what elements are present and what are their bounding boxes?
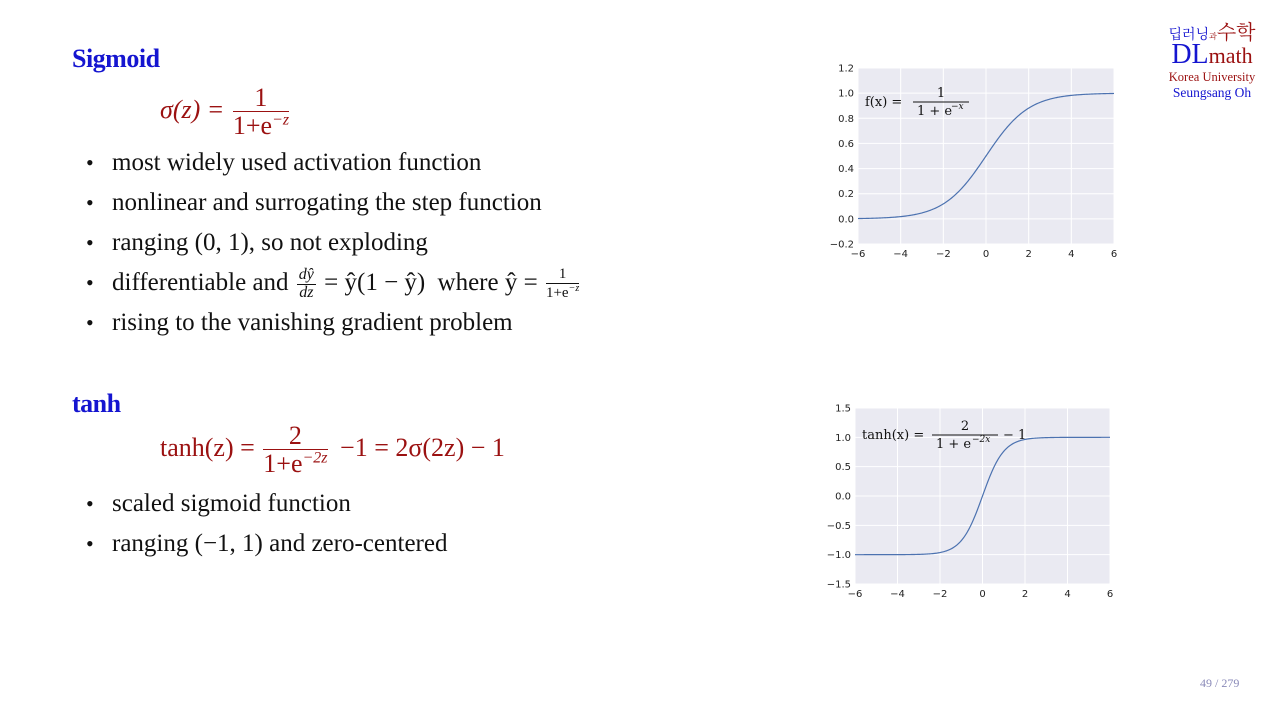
deriv-num: dŷ xyxy=(298,265,314,283)
tanh-bullets xyxy=(72,484,447,564)
y-tick-label: 0.8 xyxy=(838,113,854,125)
x-tick-label: 2 xyxy=(1021,589,1029,600)
y-tick-label: −0.2 xyxy=(829,239,854,251)
deriv-prefix: differentiable and xyxy=(112,269,289,296)
logo-university: Korea University xyxy=(1168,70,1256,84)
x-tick-label: −2 xyxy=(932,589,948,600)
sigmoid-formula-fraction xyxy=(233,84,289,140)
logo-connector: 과 xyxy=(1209,32,1217,41)
x-tick-label: 4 xyxy=(1068,249,1075,260)
sigmoid-formula xyxy=(160,84,289,140)
tanh-chart xyxy=(815,400,1120,605)
x-tick-label: 0 xyxy=(982,249,990,260)
logo-math: math xyxy=(1208,43,1253,68)
annotation-denominator: 1 + e xyxy=(936,437,972,452)
tanh-formula xyxy=(160,422,505,478)
tanh-formula-lhs: tanh(z) = xyxy=(160,432,255,462)
y-tick-label: 0.5 xyxy=(835,462,851,474)
annotation-numerator: 1 xyxy=(936,86,946,101)
logo-korean-dl: 딥러닝 xyxy=(1168,27,1210,43)
y-tick-label: 0.6 xyxy=(838,138,854,150)
y-tick-label: 0.2 xyxy=(838,189,854,201)
tanh-den-exp: −2z xyxy=(302,449,328,467)
x-tick-label: −2 xyxy=(935,249,951,260)
logo-korean-math: 수학 xyxy=(1216,20,1256,44)
page-indicator: 49 / 279 xyxy=(1200,676,1240,690)
sigmoid-bullet-1: • most widely used activation function xyxy=(72,143,579,183)
sigmoid-formula-denominator xyxy=(233,112,289,139)
deriv-yhat-den-base: 1+e xyxy=(545,284,569,301)
y-tick-label: 0.0 xyxy=(838,214,854,226)
tanh-formula-rhs: −1 = 2σ(2z) − 1 xyxy=(340,432,505,462)
tanh-formula-numerator: 2 xyxy=(263,422,327,450)
deriv-eq: = ŷ(1 − ŷ) xyxy=(324,269,426,296)
logo-author: Seungsang Oh xyxy=(1172,85,1252,100)
x-tick-label: −6 xyxy=(850,249,866,260)
x-tick-label: 0 xyxy=(979,589,986,600)
y-tick-label: 0.4 xyxy=(838,164,854,176)
sigmoid-formula-numerator: 1 xyxy=(233,84,289,112)
x-tick-label: 2 xyxy=(1025,249,1032,260)
x-tick-label: 6 xyxy=(1110,249,1118,260)
sigmoid-heading: Sigmoid xyxy=(72,44,160,73)
sigmoid-bullet-3: • ranging (0, 1), so not exploding xyxy=(72,223,579,263)
logo xyxy=(1160,20,1264,101)
x-tick-label: −6 xyxy=(847,589,863,600)
deriv-yhat: ŷ = xyxy=(504,269,538,296)
tanh-den-base: 1+e xyxy=(263,449,303,479)
tanh-formula-denominator xyxy=(263,450,327,477)
y-tick-label: −0.5 xyxy=(826,520,851,532)
sigmoid-formula-lhs: σ(z) = xyxy=(160,94,225,124)
logo-dl: DL xyxy=(1171,39,1209,70)
annotation-exponent: −x xyxy=(951,102,964,112)
y-tick-label: 1.2 xyxy=(838,63,854,75)
sigmoid-bullet-2: • nonlinear and surrogating the step function xyxy=(72,183,579,223)
deriv-yhat-den-exp: −z xyxy=(568,282,580,294)
x-tick-label: 4 xyxy=(1064,589,1071,600)
deriv-yhat-num: 1 xyxy=(546,267,579,284)
x-tick-label: −4 xyxy=(890,589,905,600)
sigmoid-bullet-derivative xyxy=(72,263,579,303)
sigmoid-bullet-5: • rising to the vanishing gradient problem xyxy=(72,303,579,343)
annotation-lhs: f(x) = xyxy=(865,95,903,110)
deriv-yhat-fraction xyxy=(546,267,579,302)
annotation-exponent: −2x xyxy=(972,435,991,445)
tanh-bullet-1: • scaled sigmoid function xyxy=(72,484,447,524)
x-tick-label: 6 xyxy=(1106,589,1114,600)
sigmoid-den-exp: −z xyxy=(272,111,290,129)
deriv-fraction xyxy=(297,267,316,302)
tanh-bullet-2: • ranging (−1, 1) and zero-centered xyxy=(72,524,447,564)
annotation-denominator: 1 + e xyxy=(917,104,953,119)
sigmoid-den-base: 1+e xyxy=(232,111,273,141)
deriv-yhat-den xyxy=(546,284,579,302)
y-tick-label: 0.0 xyxy=(835,491,851,503)
annotation-numerator: 2 xyxy=(960,419,970,434)
annotation-rhs: − 1 xyxy=(1003,428,1027,443)
deriv-den: dz xyxy=(299,283,314,301)
tanh-formula-fraction xyxy=(263,422,327,478)
y-tick-label: 1.0 xyxy=(835,432,851,444)
x-tick-label: −4 xyxy=(893,249,909,260)
sigmoid-chart xyxy=(820,60,1120,265)
y-tick-label: −1.0 xyxy=(826,550,851,562)
annotation-lhs: tanh(x) = xyxy=(862,428,925,443)
y-tick-label: 1.5 xyxy=(835,403,851,415)
y-tick-label: −1.5 xyxy=(826,579,851,591)
tanh-heading: tanh xyxy=(72,389,121,418)
sigmoid-bullets xyxy=(72,143,579,343)
deriv-where: where xyxy=(437,269,499,296)
y-tick-label: 1.0 xyxy=(838,88,854,100)
logo-main xyxy=(1160,39,1264,70)
